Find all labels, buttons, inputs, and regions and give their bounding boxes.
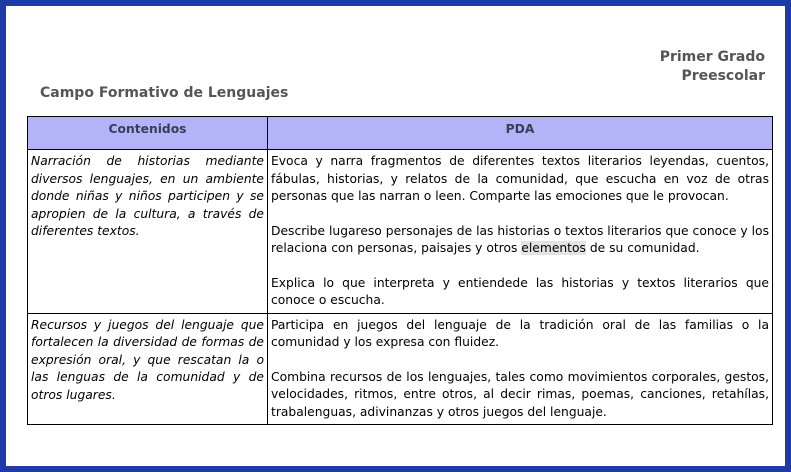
contenido-cell: Recursos y juegos del lenguaje que fortalecen la diversidad de formas de expresión oral, y que rescatan la o las lenguas de la comunidad y de otros lugares. bbox=[28, 313, 268, 425]
pda-text: Describe lugareso personajes de las historias o textos literarios que conoce y los relaciona con personas, paisajes y otros bbox=[271, 223, 769, 255]
table-row bbox=[28, 150, 773, 314]
pda-cell bbox=[268, 150, 773, 314]
highlighted-word: elementos bbox=[521, 241, 586, 255]
contenido-cell: Narración de historias mediante diversos lenguajes, en un ambiente donde niñas y niños participen y se apropien de la cultura, a través de diferentes textos. bbox=[28, 150, 268, 314]
header-pda: PDA bbox=[268, 117, 773, 150]
pda-paragraph: Explica lo que interpreta y entiendede las historias y textos literarios que conoce o escucha. bbox=[271, 275, 769, 307]
table-header-row bbox=[28, 117, 773, 150]
pda-text: de su comunidad. bbox=[585, 241, 700, 255]
table-row bbox=[28, 313, 773, 425]
pda-paragraph: Combina recursos de los lenguajes, tales como movimientos corporales, gestos, velocidades, ritmos, entre otros, al decir rimas, poemas, canciones, retahílas, trabalenguas, adivinanzas y otros juegos del lenguaje. bbox=[271, 369, 769, 419]
campo-formativo-title: Campo Formativo de Lenguajes bbox=[40, 85, 289, 101]
header-contenidos: Contenidos bbox=[28, 117, 268, 150]
grade-line-2: Preescolar bbox=[681, 68, 765, 84]
contenidos-pda-table bbox=[27, 116, 773, 425]
pda-paragraph: Participa en juegos del lenguaje de la tradición oral de las familias o la comunidad y los expresa con fluidez. bbox=[271, 317, 769, 349]
grade-line-1: Primer Grado bbox=[659, 49, 765, 65]
pda-cell bbox=[268, 313, 773, 425]
pda-paragraph: Evoca y narra fragmentos de diferentes textos literarios leyendas, cuentos, fábulas, historias, y relatos de la comunidad, que escucha en voz de otras personas que las narran o leen. Comparte las emociones que le provocan. bbox=[271, 154, 769, 203]
grade-label bbox=[660, 48, 765, 86]
pda-paragraph bbox=[271, 223, 769, 258]
